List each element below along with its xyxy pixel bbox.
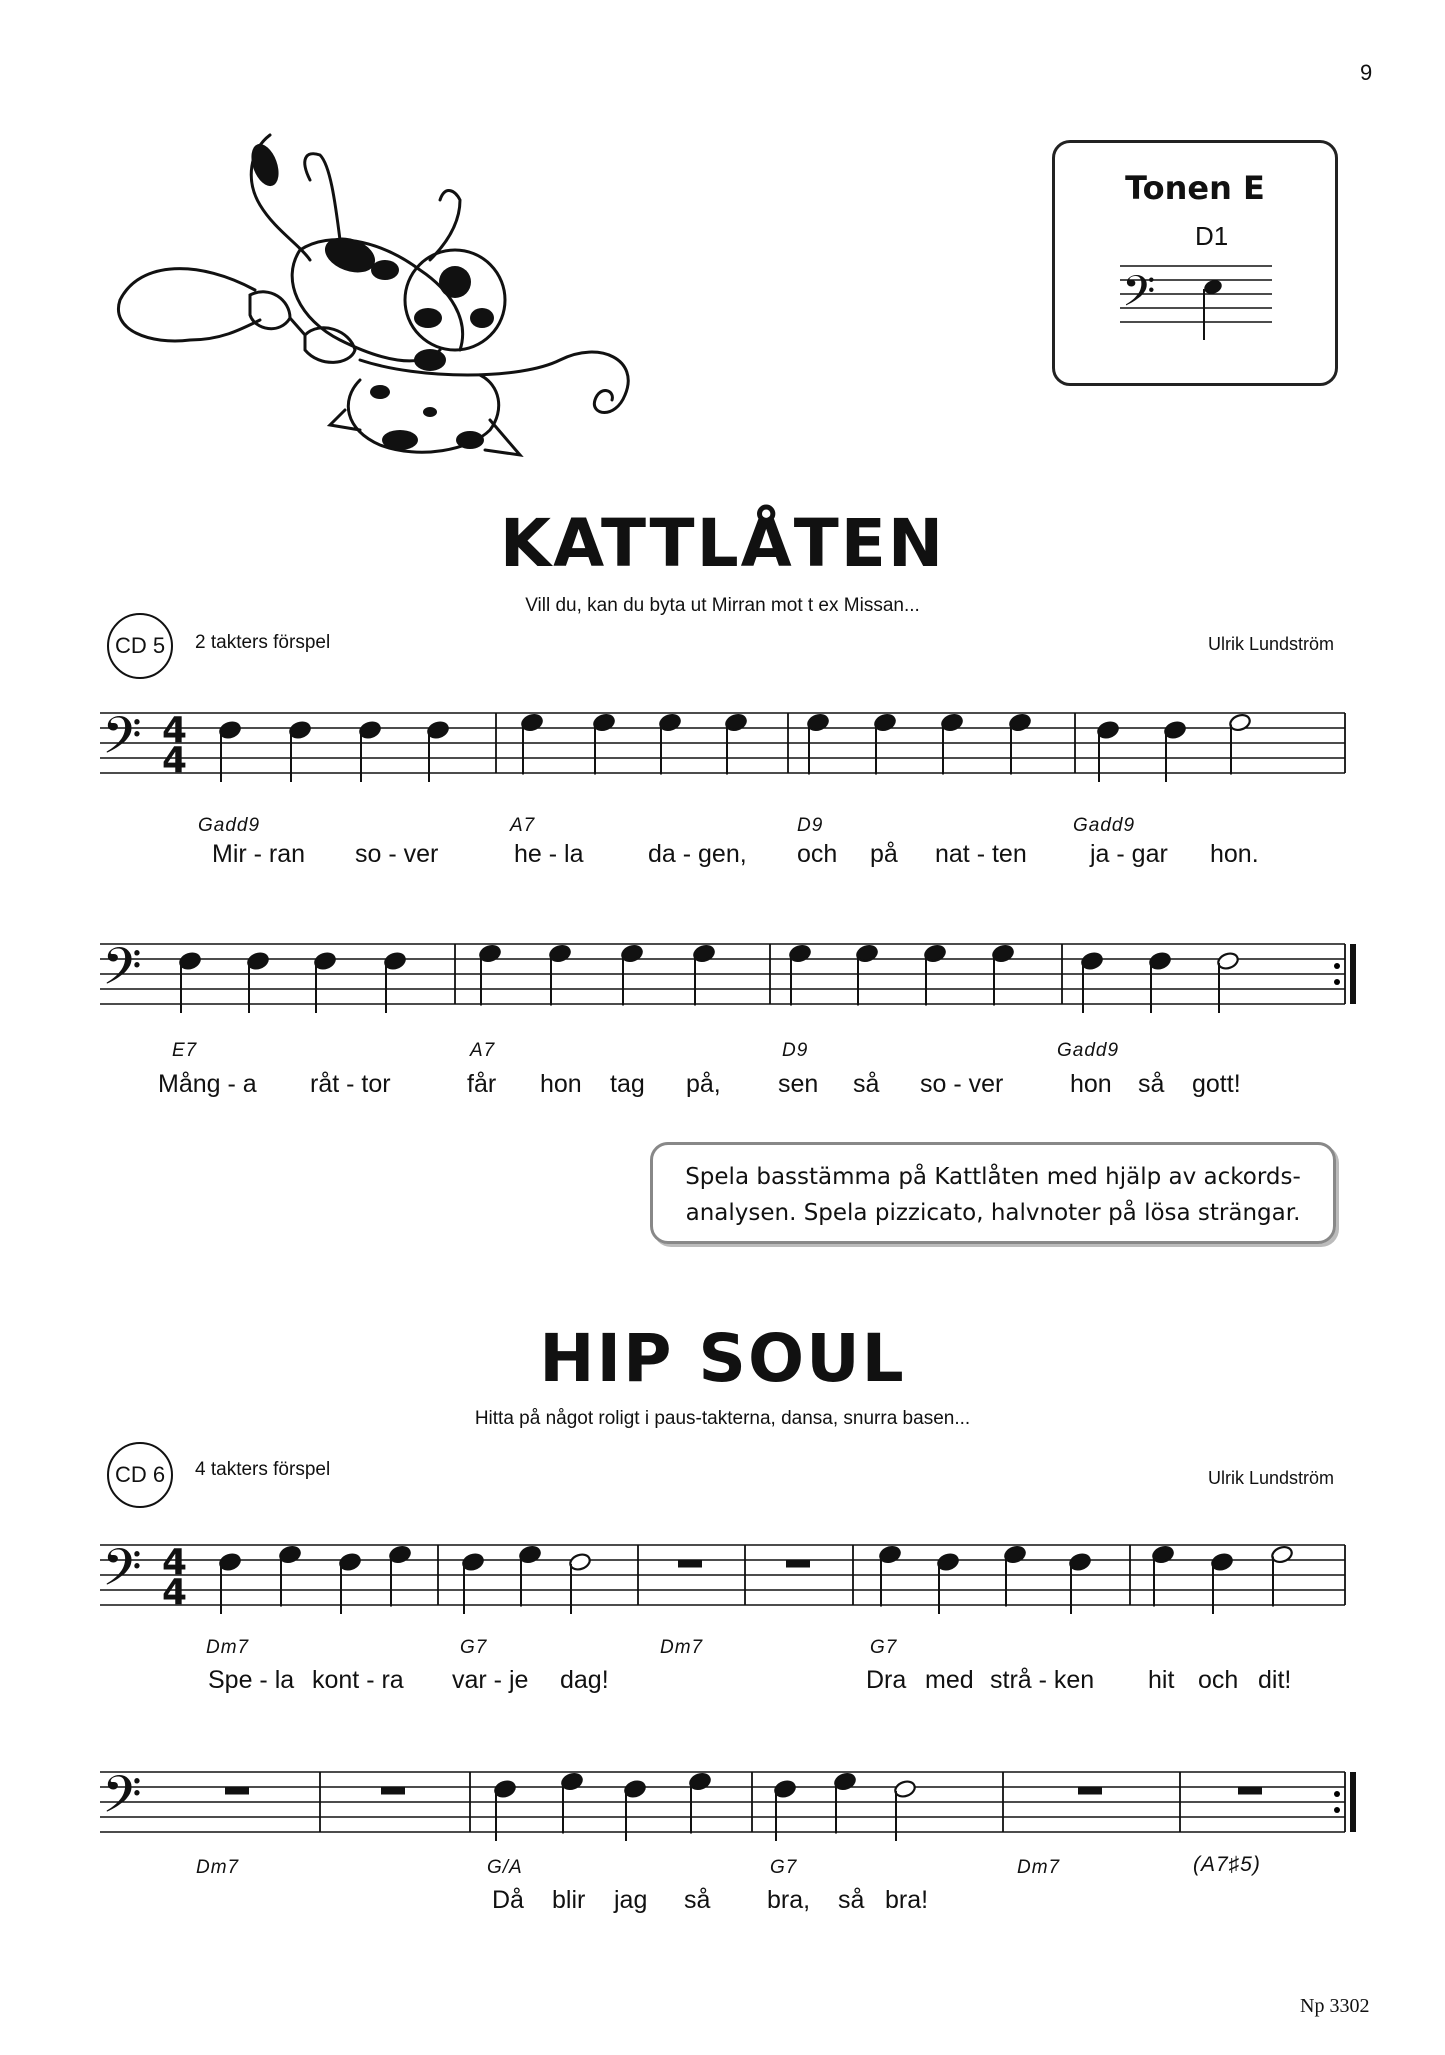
whole-rest [1238, 1788, 1262, 1795]
chord-symbol: G/A [487, 1857, 523, 1878]
bass-clef: 𝄢 [102, 936, 142, 1009]
song-subtitle: Hitta på något roligt i paus-takterna, dansa, snurra basen... [474, 1408, 971, 1429]
repeat-dot [1334, 963, 1340, 969]
repeat-dot [1334, 1791, 1340, 1797]
lyric-syllable: so - ver [355, 840, 439, 868]
lyric-syllable: hon [1070, 1070, 1112, 1098]
lyric-syllable: så [684, 1886, 711, 1914]
composer: Ulrik Lundström [1208, 1468, 1335, 1488]
lyric-syllable: på, [686, 1070, 721, 1098]
chord-symbol: Gadd9 [1057, 1040, 1120, 1061]
bass-clef: 𝄢 [102, 1764, 142, 1837]
lyric-syllable: ja - gar [1090, 840, 1168, 868]
chord-symbol: Dm7 [206, 1637, 250, 1658]
lyric-syllable: så [853, 1070, 880, 1098]
chord-symbol: (A7♯5) [1193, 1853, 1261, 1876]
lyric-syllable: så [1138, 1070, 1165, 1098]
lyric-syllable: med [925, 1666, 974, 1694]
lyric-syllable: Dra [866, 1666, 907, 1694]
whole-rest [225, 1788, 249, 1795]
lyric-syllable: gott! [1192, 1070, 1241, 1098]
composer: Ulrik Lundström [1208, 634, 1335, 654]
cd-track-badge: CD 6 [107, 1442, 173, 1508]
lyric-syllable: tag [610, 1070, 645, 1098]
lyric-syllable: på [870, 840, 898, 868]
repeat-dot [1334, 979, 1340, 985]
lyric-syllable: får [467, 1070, 497, 1098]
song-title-hip-soul: HIP SOUL [539, 1320, 906, 1397]
intro-label: 2 takters förspel [195, 632, 331, 653]
lyric-syllable: he - la [514, 840, 584, 868]
chord-symbol: Dm7 [1017, 1857, 1061, 1878]
lyric-syllable: dit! [1258, 1666, 1292, 1694]
info-line-1: Spela basstämma på Kattlåten med hjälp av ackords- [685, 1164, 1301, 1190]
song-title-kattlaten: KATTLÅTEN [499, 505, 946, 582]
lyric-syllable: och [797, 840, 838, 868]
lyric-syllable: Spe - la [208, 1666, 295, 1694]
lyric-syllable: da - gen, [648, 840, 747, 868]
lyric-syllable: hit [1148, 1666, 1175, 1694]
chord-symbol: G7 [460, 1637, 488, 1658]
lyric-syllable: Mång - a [158, 1070, 257, 1098]
song-subtitle: Vill du, kan du byta ut Mirran mot t ex Missan... [525, 595, 920, 616]
whole-rest [678, 1561, 702, 1568]
chord-symbol: A7 [470, 1040, 496, 1061]
lyric-syllable: var - je [452, 1666, 529, 1694]
page-number: 9 [1360, 60, 1373, 85]
lyric-syllable: blir [552, 1886, 586, 1914]
whole-rest [381, 1788, 405, 1795]
time-signature-top: 4 [162, 1542, 188, 1583]
tone-string-label: D1 [1195, 221, 1229, 251]
lyric-syllable: råt - tor [310, 1070, 391, 1098]
chord-symbol: A7 [510, 815, 536, 836]
lyric-syllable: strå - ken [990, 1666, 1095, 1694]
lyric-syllable: so - ver [920, 1070, 1004, 1098]
chord-symbol: E7 [172, 1040, 198, 1061]
lyric-syllable: hon [540, 1070, 582, 1098]
lyric-syllable: hon. [1210, 840, 1259, 868]
repeat-dot [1334, 1807, 1340, 1813]
whole-rest [1078, 1788, 1102, 1795]
time-signature-top: 4 [162, 710, 188, 751]
lyric-syllable: bra, [767, 1886, 811, 1914]
lyric-syllable: nat - ten [935, 840, 1027, 868]
chord-symbol: D9 [797, 815, 824, 836]
lyric-syllable: Mir - ran [212, 840, 306, 868]
cd-track-badge: CD 5 [107, 613, 173, 679]
bass-clef: 𝄢 [102, 1537, 142, 1610]
lyric-syllable: Då [492, 1886, 524, 1914]
intro-label: 4 takters förspel [195, 1459, 331, 1480]
tone-title: Tonen E [1125, 169, 1265, 207]
chord-symbol: G7 [770, 1857, 798, 1878]
info-line-2: analysen. Spela pizzicato, halvnoter på lösa strängar. [685, 1200, 1301, 1226]
lyric-syllable: kont - ra [312, 1666, 404, 1694]
chord-symbol: G7 [870, 1637, 898, 1658]
lyric-syllable: och [1198, 1666, 1239, 1694]
lyric-syllable: sen [778, 1070, 819, 1098]
time-signature-bottom: 4 [162, 740, 188, 781]
chord-symbol: Gadd9 [1073, 815, 1136, 836]
whole-rest [786, 1561, 810, 1568]
chord-symbol: D9 [782, 1040, 809, 1061]
lyric-syllable: bra! [885, 1886, 929, 1914]
chord-symbol: Dm7 [660, 1637, 704, 1658]
lyric-syllable: dag! [560, 1666, 609, 1694]
chord-symbol: Gadd9 [198, 815, 261, 836]
svg-text:𝄢: 𝄢 [1122, 267, 1156, 327]
bass-clef: 𝄢 [102, 705, 142, 778]
publisher-code: Np 3302 [1300, 1995, 1370, 2017]
lyric-syllable: så [838, 1886, 865, 1914]
time-signature-bottom: 4 [162, 1572, 188, 1613]
chord-symbol: Dm7 [196, 1857, 240, 1878]
lyric-syllable: jag [614, 1886, 648, 1914]
